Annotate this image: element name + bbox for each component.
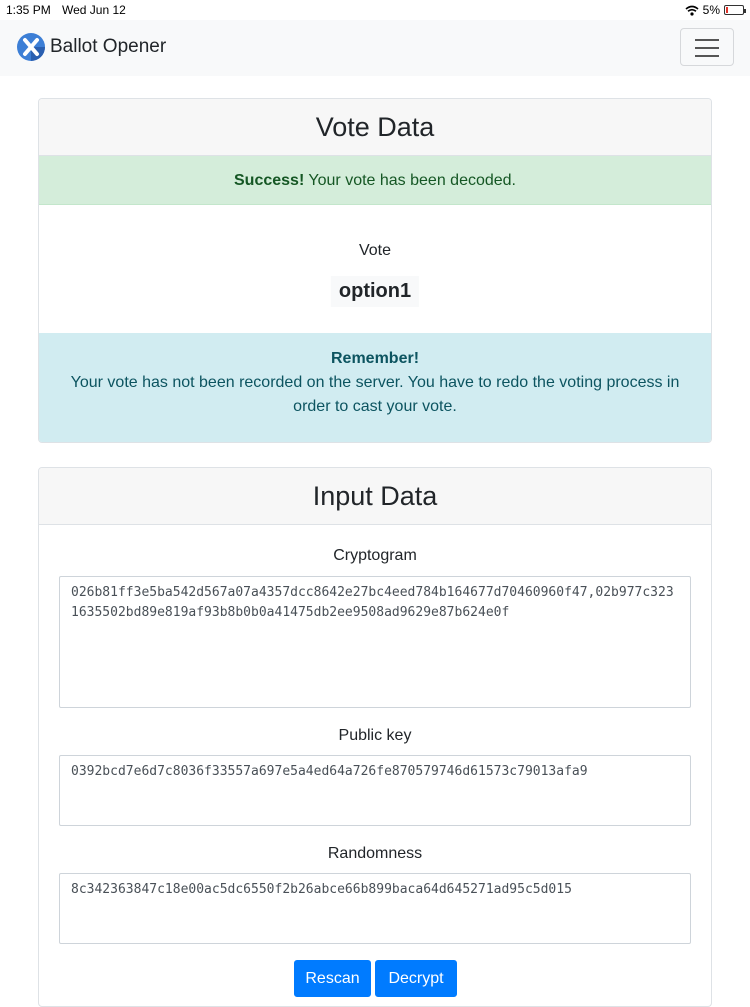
status-date: Wed Jun 12	[62, 3, 126, 17]
status-bar	[0, 0, 750, 20]
public-key-field[interactable]: 0392bcd7e6d7c8036f33557a697e5a4ed64a726fe870579746d61573c79013afa9	[59, 755, 691, 826]
remember-title: Remember!	[330, 350, 420, 367]
vote-body	[39, 205, 711, 333]
wifi-icon	[685, 5, 699, 16]
remember-alert	[39, 333, 711, 443]
status-time: 1:35 PM	[6, 3, 51, 17]
success-strong: Success!	[234, 172, 305, 189]
cryptogram-label: Cryptogram	[333, 547, 417, 564]
rescan-button[interactable]: Rescan	[294, 960, 371, 997]
remember-text: Your vote has not been recorded on the server. You have to redo the voting process in order to cast your vote.	[70, 374, 680, 415]
vote-label: Vote	[358, 242, 392, 259]
battery-percent: 5%	[702, 3, 720, 17]
vote-data-card	[38, 98, 712, 443]
cryptogram-field[interactable]: 026b81ff3e5ba542d567a07a4357dcc8642e27bc4eed784b164677d70460960f47,02b977c3231635502bd89e819af93b8b0b0a41475db2ee9508ad9629e87b624e0f	[59, 576, 691, 708]
randomness-field[interactable]: 8c342363847c18e00ac5dc6550f2b26abce66b899baca64d645271ad95c5d015	[59, 873, 691, 944]
ballot-logo-icon	[16, 32, 46, 62]
success-text: Your vote has been decoded.	[304, 172, 516, 189]
status-right	[685, 3, 744, 17]
brand-title: Ballot Opener	[50, 36, 167, 57]
randomness-label: Randomness	[327, 845, 423, 862]
public-key-label: Public key	[338, 727, 412, 744]
input-data-card	[38, 467, 712, 1007]
decrypt-button[interactable]: Decrypt	[375, 960, 457, 997]
vote-value: option1	[331, 276, 419, 307]
navbar	[0, 20, 750, 76]
battery-icon	[724, 5, 744, 15]
brand[interactable]	[16, 32, 166, 62]
vote-data-title: Vote Data	[39, 99, 711, 156]
hamburger-icon	[695, 39, 719, 41]
menu-toggle-button[interactable]	[680, 28, 734, 66]
success-alert	[39, 156, 711, 205]
input-data-title: Input Data	[39, 468, 711, 525]
